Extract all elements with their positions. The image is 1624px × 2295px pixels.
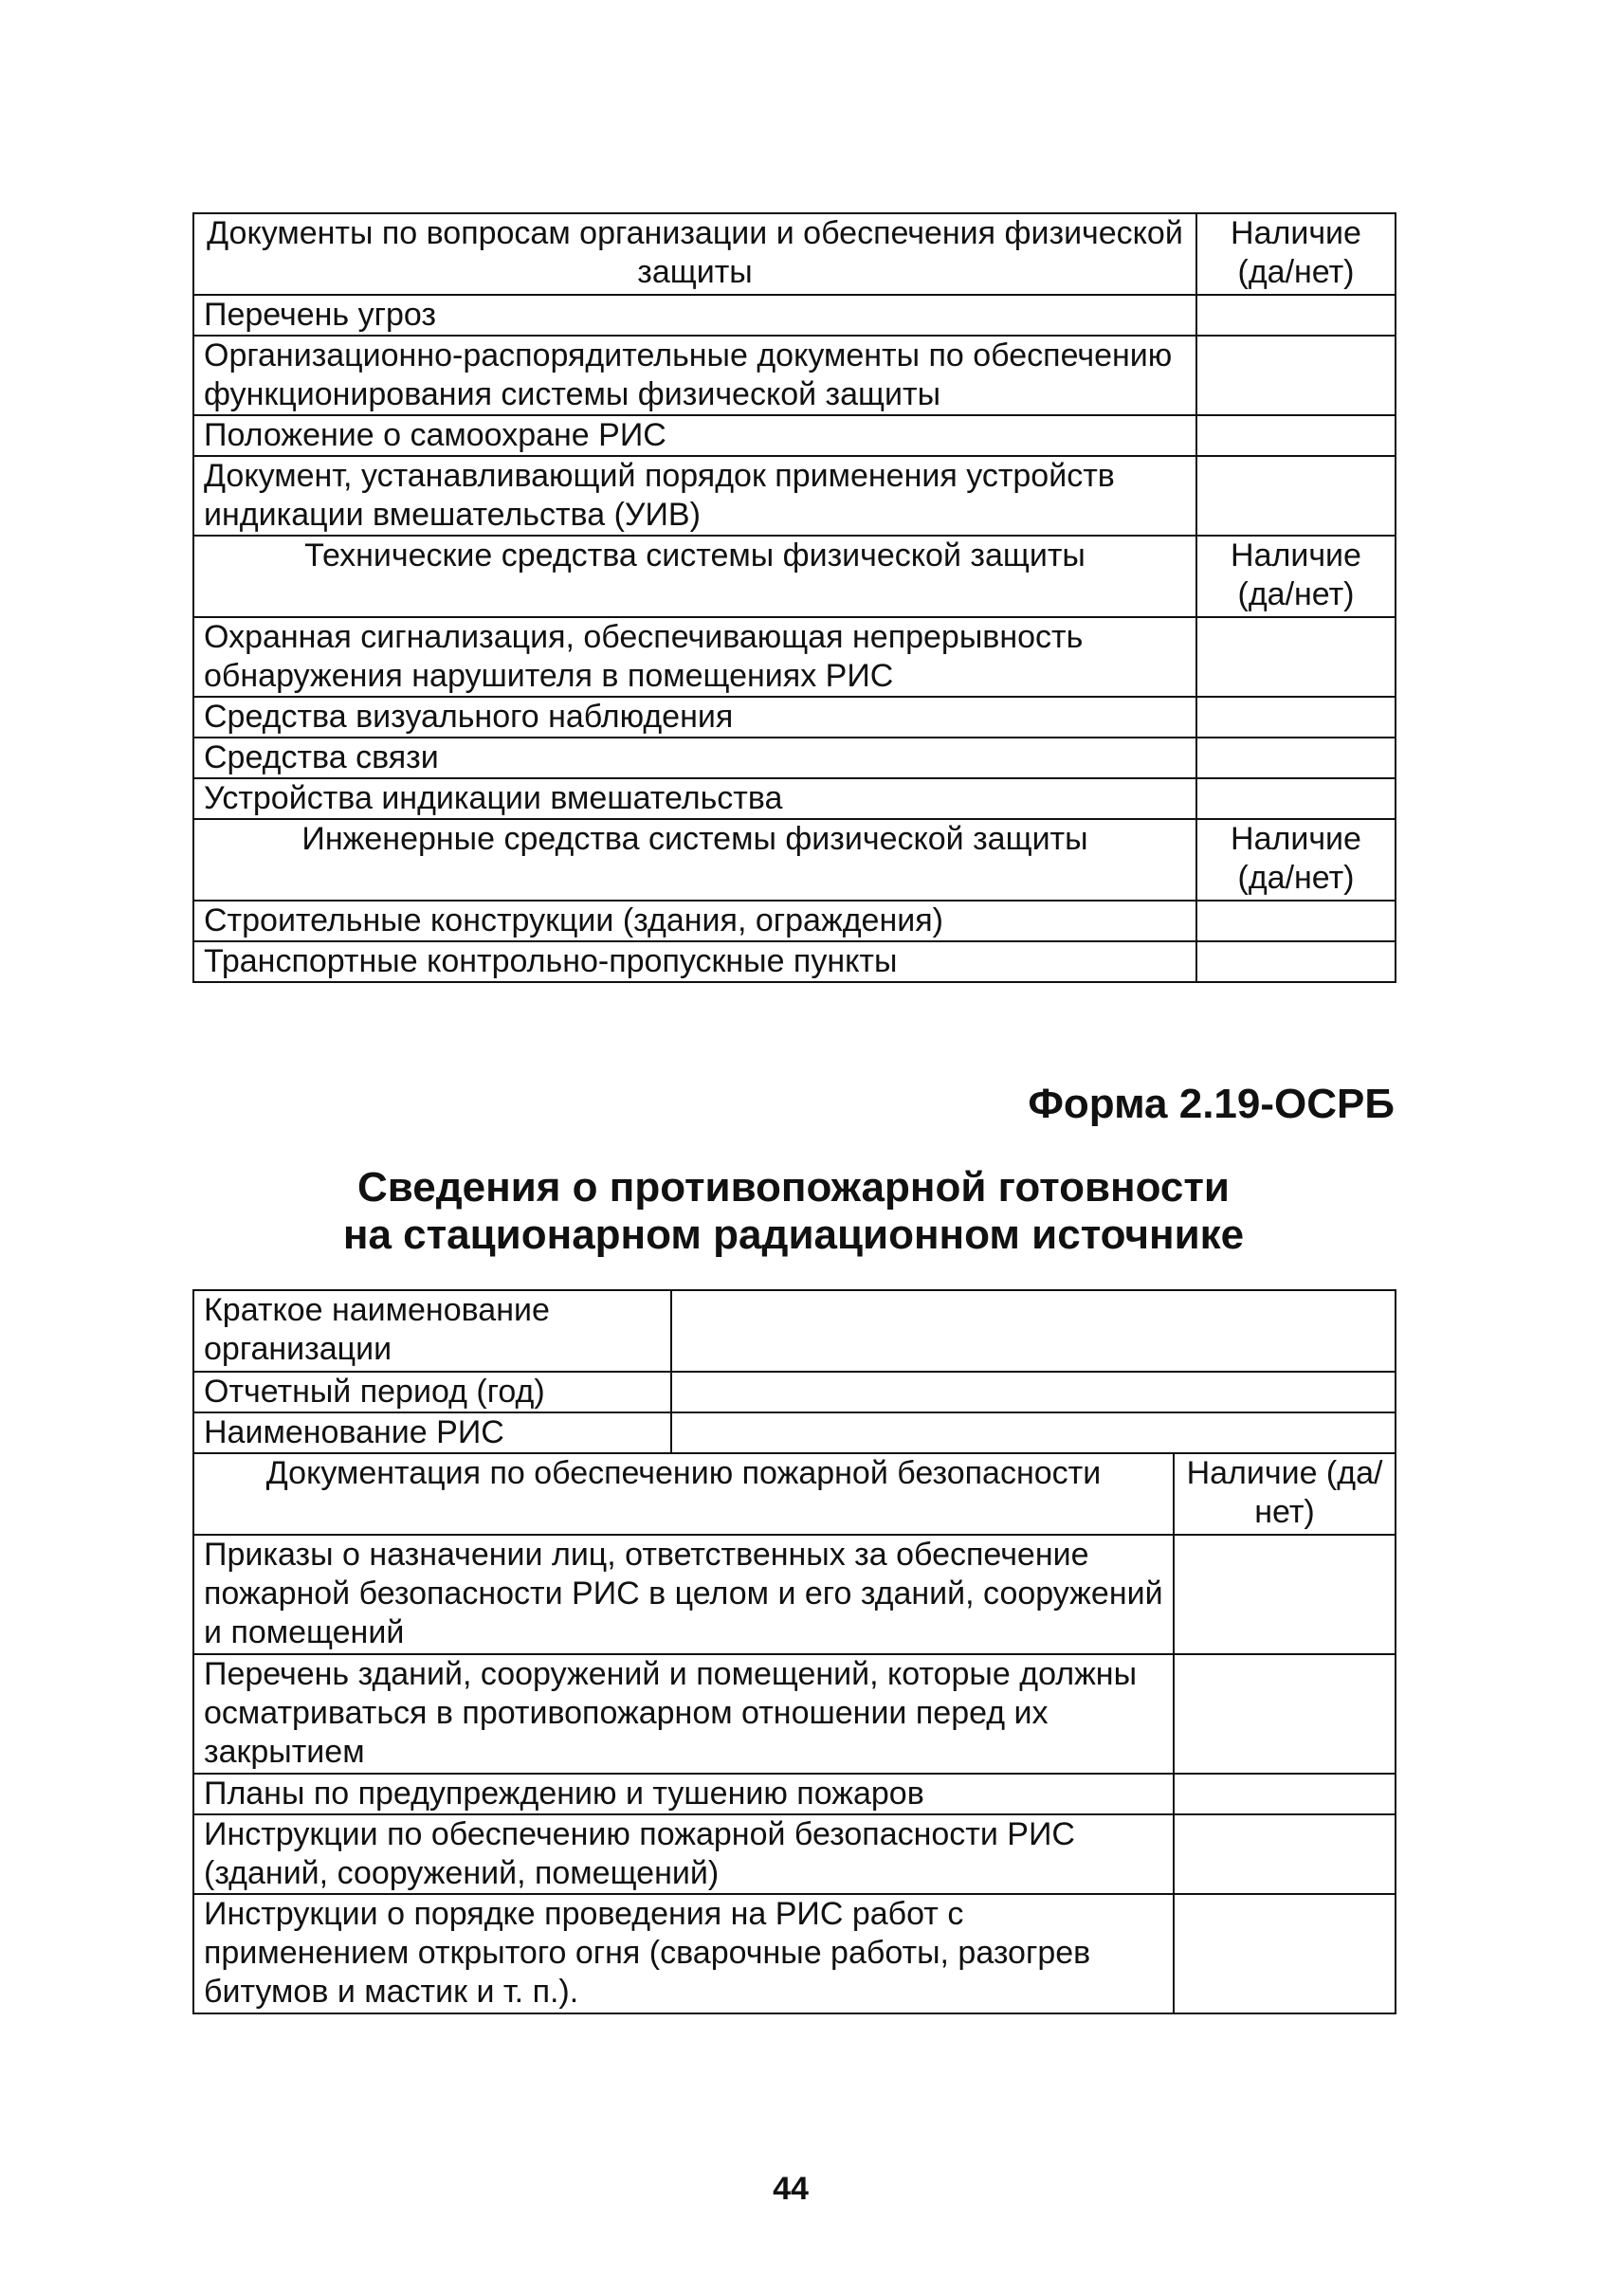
table-row [193, 1290, 1396, 1372]
availability-cell[interactable] [1196, 778, 1396, 819]
row-label: Перечень зданий, сооружений и помещений, которые должны осматриваться в противопожарном отношении перед их закрытием [193, 1654, 1174, 1774]
table-row [193, 738, 1396, 778]
header-fire-documentation: Документация по обеспечению пожарной безопасности [193, 1453, 1174, 1535]
availability-cell[interactable] [1174, 1535, 1396, 1654]
table-row [193, 1535, 1396, 1654]
availability-cell[interactable] [1174, 1814, 1396, 1894]
table-row [193, 1412, 1396, 1453]
page-number: 44 [773, 2171, 809, 2207]
section-title-line2: на стационарном радиационном источнике [342, 1211, 1245, 1258]
section-title [192, 1164, 1395, 1259]
row-label: Строительные конструкции (здания, ограждения) [193, 901, 1196, 941]
header-availability: Наличие (да/нет) [1196, 213, 1396, 295]
row-label: Организационно-распорядительные документы по обеспечению функционирования системы физической защиты [193, 336, 1196, 415]
availability-cell[interactable] [1196, 415, 1396, 456]
header-documents: Документы по вопросам организации и обеспечения физической защиты [193, 213, 1196, 295]
row-label: Документ, устанавливающий порядок применения устройств индикации вмешательства (УИВ) [193, 456, 1196, 536]
table-row [193, 456, 1396, 536]
table-header-row [193, 1453, 1396, 1535]
table-row [193, 1894, 1396, 2013]
availability-cell[interactable] [1196, 697, 1396, 738]
header-availability: Наличие (да/нет) [1174, 1453, 1396, 1535]
subheader-row [193, 536, 1396, 617]
table-row [193, 295, 1396, 336]
table-row [193, 1814, 1396, 1894]
table-row [193, 941, 1396, 982]
section-title-line1: Сведения о противопожарной готовности [357, 1164, 1230, 1211]
fire-safety-table [192, 1452, 1396, 2014]
org-name-field[interactable] [671, 1290, 1396, 1372]
availability-cell[interactable] [1196, 901, 1396, 941]
availability-cell[interactable] [1196, 456, 1396, 536]
table-header-row [193, 213, 1396, 295]
subheader-availability: Наличие (да/нет) [1196, 819, 1396, 901]
table-row [193, 697, 1396, 738]
table-row [193, 1654, 1396, 1774]
subheader-row [193, 819, 1396, 901]
row-label: Средства визуального наблюдения [193, 697, 1196, 738]
row-label: Устройства индикации вмешательства [193, 778, 1196, 819]
ris-name-field[interactable] [671, 1412, 1396, 1453]
availability-cell[interactable] [1174, 1894, 1396, 2013]
row-label: Перечень угроз [193, 295, 1196, 336]
row-label: Транспортные контрольно-пропускные пункты [193, 941, 1196, 982]
row-label: Инструкции по обеспечению пожарной безопасности РИС (зданий, сооружений, помещений) [193, 1814, 1174, 1894]
availability-cell[interactable] [1174, 1774, 1396, 1814]
availability-cell[interactable] [1196, 295, 1396, 336]
form-number: Форма 2.19-ОСРБ [1028, 1081, 1395, 1127]
table-row [193, 1774, 1396, 1814]
row-label: Охранная сигнализация, обеспечивающая непрерывность обнаружения нарушителя в помещениях РИС [193, 617, 1196, 697]
subheader-engineering-means: Инженерные средства системы физической защиты [193, 819, 1196, 901]
row-label: Планы по предупреждению и тушению пожаров [193, 1774, 1174, 1814]
availability-cell[interactable] [1196, 617, 1396, 697]
table-row [193, 778, 1396, 819]
availability-cell[interactable] [1174, 1654, 1396, 1774]
availability-cell[interactable] [1196, 738, 1396, 778]
ris-name-label: Наименование РИС [193, 1412, 671, 1453]
reporting-period-field[interactable] [671, 1372, 1396, 1412]
physical-protection-table [192, 212, 1396, 983]
availability-cell[interactable] [1196, 336, 1396, 415]
table-row [193, 901, 1396, 941]
row-label: Инструкции о порядке проведения на РИС работ с применением открытого огня (сварочные работы, разогрев битумов и мастик и т. п.). [193, 1894, 1174, 2013]
subheader-availability: Наличие (да/нет) [1196, 536, 1396, 617]
row-label: Приказы о назначении лиц, ответственных за обеспечение пожарной безопасности РИС в целом и его зданий, сооружений и помещений [193, 1535, 1174, 1654]
row-label: Положение о самоохране РИС [193, 415, 1196, 456]
availability-cell[interactable] [1196, 941, 1396, 982]
table-row [193, 617, 1396, 697]
table-row [193, 1372, 1396, 1412]
row-label: Средства связи [193, 738, 1196, 778]
subheader-technical-means: Технические средства системы физической защиты [193, 536, 1196, 617]
organization-info-table [192, 1289, 1396, 1454]
reporting-period-label: Отчетный период (год) [193, 1372, 671, 1412]
table-row [193, 336, 1396, 415]
table-row [193, 415, 1396, 456]
org-name-label: Краткое наименование организации [193, 1290, 671, 1372]
